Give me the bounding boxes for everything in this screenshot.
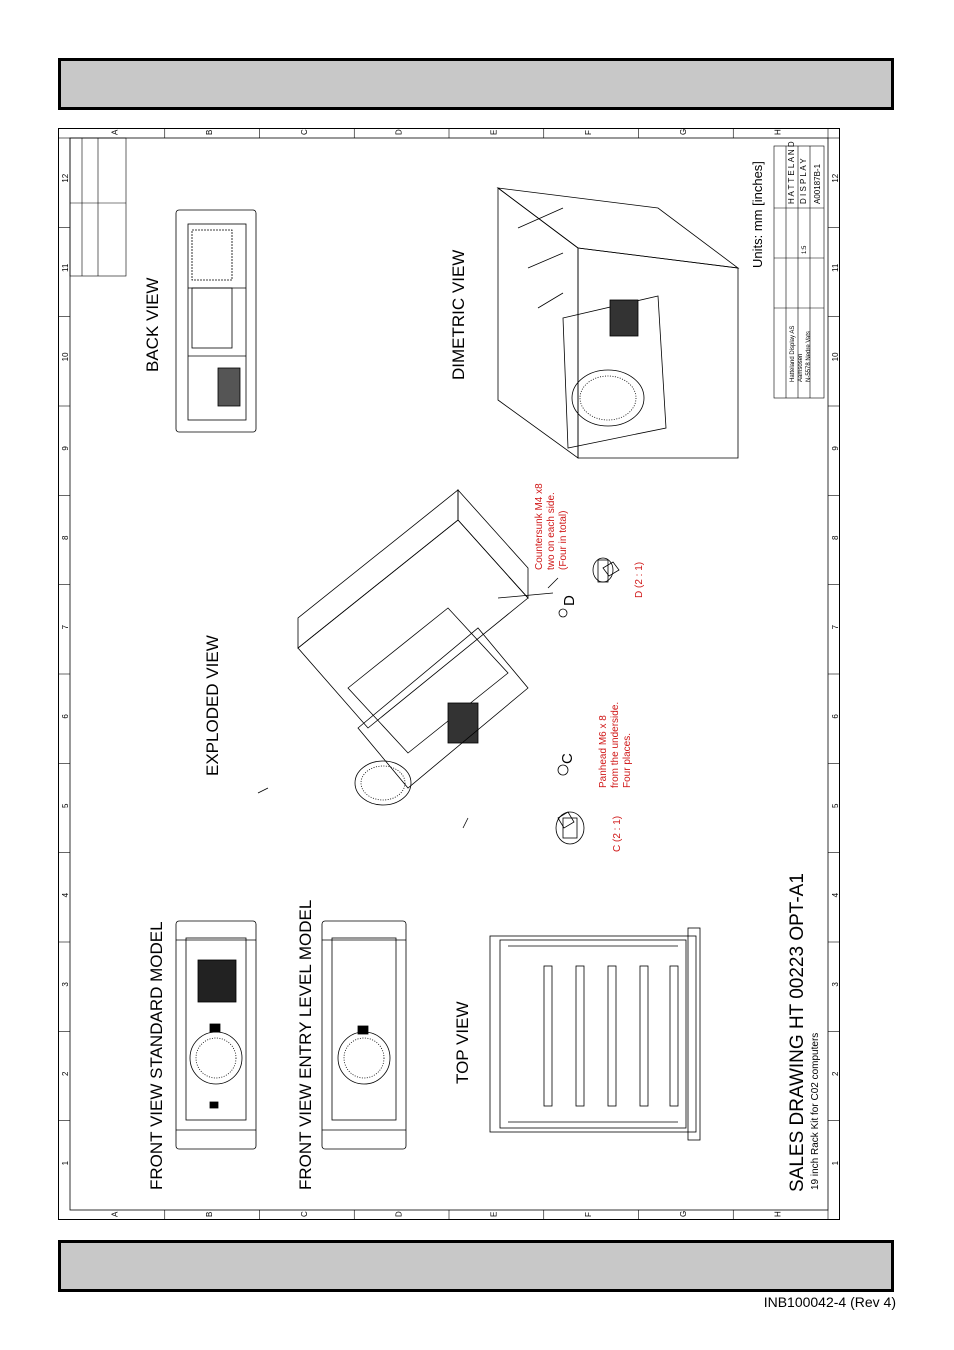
detail-d-scale: D (2 : 1) xyxy=(634,561,645,598)
drawing-number: A00187B-1 xyxy=(813,163,822,204)
dimetric-view-label: DIMETRIC VIEW xyxy=(449,249,468,380)
note-panhead-line: Four places. xyxy=(622,732,633,788)
zone-number: 1 xyxy=(61,1160,70,1166)
note-countersunk xyxy=(534,483,569,570)
zone-number: 11 xyxy=(831,263,840,272)
zone-letter: A xyxy=(110,1211,120,1217)
zone-number: 12 xyxy=(61,173,70,183)
zone-number: 3 xyxy=(831,982,840,987)
detail-c-marker: C xyxy=(559,753,576,764)
front-view-entry-label: FRONT VIEW ENTRY LEVEL MODEL xyxy=(296,899,315,1190)
zone-number: 11 xyxy=(61,263,70,272)
note-panhead-line: Panhead M6 x 8 xyxy=(598,715,609,788)
zone-number: 8 xyxy=(831,535,840,540)
zone-number: 5 xyxy=(831,803,840,808)
dimetric-view-drawing xyxy=(498,188,738,458)
units-label: Units: mm [inches] xyxy=(750,161,765,268)
back-view-label: BACK VIEW xyxy=(143,277,162,372)
brand-line1: H A T T E L A N D xyxy=(787,141,796,204)
detail-c-drawing xyxy=(556,812,584,844)
zone-number: 10 xyxy=(831,352,840,362)
zone-letter: H xyxy=(773,1211,783,1217)
zone-letter: E xyxy=(489,1211,499,1217)
zone-letter: D xyxy=(394,1211,404,1217)
note-panhead-line: from the underside. xyxy=(610,701,621,788)
zone-letter: C xyxy=(299,1211,309,1217)
zone-letter: B xyxy=(205,1211,215,1217)
zone-letter: C xyxy=(299,129,309,135)
drawing-subtitle: 19 inch Rack Kit for C02 computers xyxy=(810,1032,821,1190)
detail-c-scale: C (2 : 1) xyxy=(612,815,623,852)
zone-letter: G xyxy=(678,128,688,135)
front-view-standard-label: FRONT VIEW STANDARD MODEL xyxy=(147,921,166,1190)
zone-letter: E xyxy=(489,129,499,135)
zone-letter: F xyxy=(584,1212,594,1217)
drawing-title: SALES DRAWING HT 00223 OPT-A1 xyxy=(787,873,808,1192)
zone-number: 2 xyxy=(61,1071,70,1076)
title-block xyxy=(70,138,824,398)
drawing-scale: 1:5 xyxy=(802,245,808,254)
zone-number: 10 xyxy=(61,352,70,362)
zone-number: 7 xyxy=(831,624,840,630)
title-block-text xyxy=(787,141,822,382)
zone-number: 8 xyxy=(61,535,70,540)
front-view-standard-drawing xyxy=(176,921,256,1149)
note-countersunk-line: two on each side. xyxy=(546,492,557,570)
zone-number: 3 xyxy=(61,982,70,987)
zone-number: 9 xyxy=(61,446,70,451)
top-view-label: TOP VIEW xyxy=(453,1001,472,1084)
zone-number: 4 xyxy=(831,892,840,898)
zone-number: 5 xyxy=(61,803,70,808)
brand-line2: D I S P L A Y xyxy=(799,158,808,204)
zone-letter: G xyxy=(678,1210,688,1217)
zone-letter: B xyxy=(205,129,215,135)
document-id: INB100042-4 (Rev 4) xyxy=(763,1294,896,1310)
zone-letter: D xyxy=(394,129,404,135)
detail-d-drawing xyxy=(593,558,613,582)
header-bar xyxy=(58,58,894,110)
company-line: Hatteland Display AS xyxy=(790,325,796,382)
zone-number: 1 xyxy=(831,1160,840,1166)
zone-number: 7 xyxy=(61,624,70,630)
zone-number: 4 xyxy=(61,892,70,898)
zone-number: 2 xyxy=(831,1071,840,1076)
back-view-drawing xyxy=(176,210,256,432)
top-view-drawing xyxy=(490,928,700,1140)
detail-d-marker: D xyxy=(561,595,578,606)
zone-letter: F xyxy=(584,130,594,135)
zone-number: 6 xyxy=(831,714,840,719)
company-line: Aamsosen xyxy=(798,353,804,382)
footer-bar xyxy=(58,1240,894,1292)
drawing-sheet xyxy=(58,128,840,1220)
zone-letter: A xyxy=(110,129,120,135)
note-countersunk-line: Countersunk M4 x8 xyxy=(534,483,545,570)
zone-number: 9 xyxy=(831,446,840,451)
zone-number: 6 xyxy=(61,714,70,719)
note-countersunk-line: (Four in total) xyxy=(558,510,569,570)
exploded-view-label: EXPLODED VIEW xyxy=(203,635,222,776)
zone-number: 12 xyxy=(831,173,840,183)
zone-letter: H xyxy=(773,129,783,135)
company-line: N-5578 Nedre Vats xyxy=(806,331,812,382)
front-view-entry-drawing xyxy=(322,921,406,1149)
note-panhead xyxy=(598,702,633,788)
